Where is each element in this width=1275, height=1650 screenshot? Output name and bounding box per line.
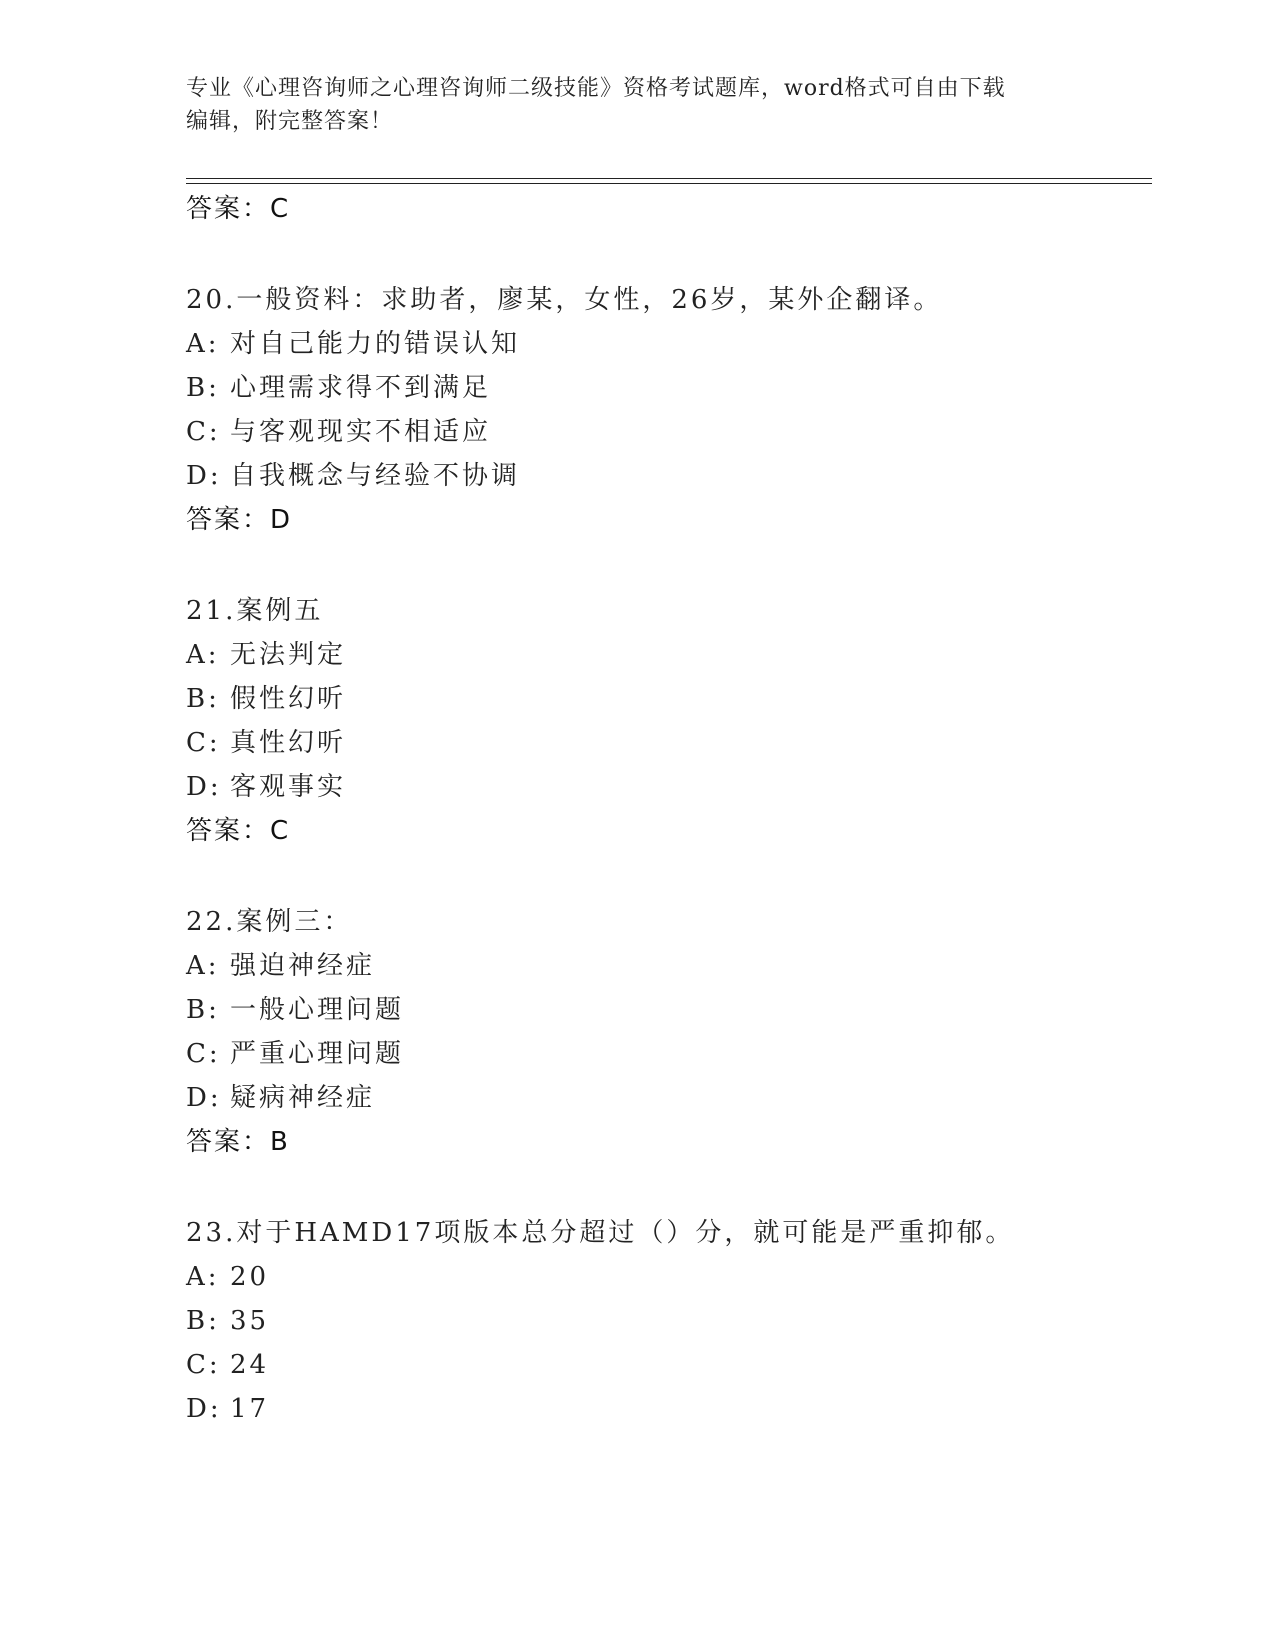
option-key: C: <box>186 417 221 447</box>
question-21-stem: 21.案例五 <box>186 596 324 626</box>
option-key: D: <box>186 1394 222 1424</box>
header-divider-bottom <box>186 183 1152 184</box>
option-text: 假性幻听 <box>230 684 347 714</box>
question-23-option-b <box>186 1304 269 1338</box>
question-21-option-a <box>186 638 346 672</box>
option-key: A: <box>186 640 220 670</box>
header-divider-top <box>186 178 1152 179</box>
option-text: 自我概念与经验不协调 <box>230 461 521 491</box>
option-key: A: <box>186 329 220 359</box>
option-key: D: <box>186 1083 222 1113</box>
option-key: D: <box>186 461 222 491</box>
question-22-stem: 22.案例三： <box>186 907 353 937</box>
question-20-option-c <box>186 415 491 449</box>
question-22-option-d <box>186 1081 375 1115</box>
option-text: 35 <box>230 1306 270 1336</box>
option-key: B: <box>186 373 220 403</box>
question-23-stem: 23.对于HAMD17项版本总分超过（）分，就可能是严重抑郁。 <box>186 1218 1015 1248</box>
option-key: A: <box>186 951 220 981</box>
option-key: C: <box>186 1039 221 1069</box>
header-line-2: 编辑，附完整答案！ <box>186 109 394 134</box>
option-key: D: <box>186 772 222 802</box>
option-text: 一般心理问题 <box>230 995 405 1025</box>
option-text: 20 <box>230 1262 270 1292</box>
question-20-option-b <box>186 371 491 405</box>
option-key: C: <box>186 728 221 758</box>
question-23-option-c <box>186 1348 269 1382</box>
question-20-option-a <box>186 327 520 361</box>
option-text: 真性幻听 <box>230 728 347 758</box>
option-key: B: <box>186 684 220 714</box>
option-text: 对自己能力的错误认知 <box>230 329 521 359</box>
question-22-answer: 答案：B <box>186 1127 290 1157</box>
question-20-answer: 答案：D <box>186 505 293 535</box>
option-text: 无法判定 <box>230 640 347 670</box>
option-text: 客观事实 <box>230 772 347 802</box>
question-22-option-a <box>186 949 375 983</box>
option-key: A: <box>186 1262 220 1292</box>
option-key: B: <box>186 995 220 1025</box>
question-22-option-b <box>186 993 404 1027</box>
question-23-option-a <box>186 1260 269 1294</box>
question-21-option-d <box>186 770 346 804</box>
option-text: 严重心理问题 <box>230 1039 405 1069</box>
option-key: C: <box>186 1350 221 1380</box>
question-20-option-d <box>186 459 520 493</box>
option-text: 强迫神经症 <box>230 951 376 981</box>
question-20-stem: 20.一般资料：求助者，廖某，女性，26岁，某外企翻译。 <box>186 285 943 315</box>
question-23-option-d <box>186 1392 269 1426</box>
option-text: 疑病神经症 <box>230 1083 376 1113</box>
question-22-option-c <box>186 1037 404 1071</box>
option-text: 与客观现实不相适应 <box>230 417 492 447</box>
option-text: 17 <box>230 1394 270 1424</box>
document-header <box>186 72 1066 138</box>
option-key: B: <box>186 1306 220 1336</box>
header-line-1: 专业《心理咨询师之心理咨询师二级技能》资格考试题库，word格式可自由下载 <box>186 76 1006 101</box>
option-text: 24 <box>230 1350 270 1380</box>
option-text: 心理需求得不到满足 <box>230 373 492 403</box>
question-21-answer: 答案：C <box>186 816 291 846</box>
question-21-option-c <box>186 726 346 760</box>
answer-previous: 答案：C <box>186 194 291 224</box>
question-21-option-b <box>186 682 346 716</box>
